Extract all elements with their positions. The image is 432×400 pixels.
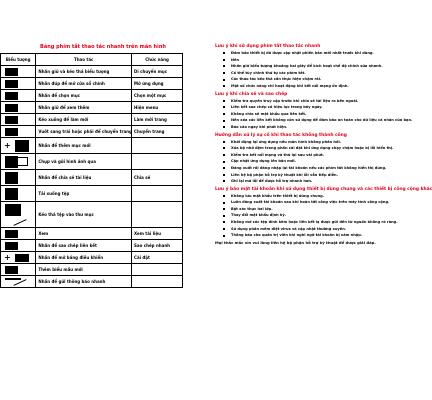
bullet-item: Nhấn giữ biểu tượng khoảng hai giây để kích hoạt chế độ chỉnh sửa nhanh.	[223, 63, 395, 70]
shortcut-table-wrapper	[0, 53, 183, 361]
table-row	[1, 264, 183, 276]
shortcut-icon	[5, 172, 18, 184]
notes-column	[215, 42, 432, 246]
table-row	[1, 126, 183, 138]
row-operation: Kéo xuống để làm mới	[36, 114, 132, 126]
row-icon-cell	[1, 66, 36, 78]
shortcut-icon	[5, 128, 18, 136]
bullet-item: Sử dụng phần mềm diệt virus và cập nhật thường xuyên.	[223, 226, 395, 233]
shortcut-icon	[5, 278, 21, 280]
row-operation: Nhấn để mở bảng điều khiển	[36, 252, 132, 264]
row-description	[132, 154, 183, 170]
row-description: Cài đặt	[132, 252, 183, 264]
bullet-item: Các thao tác kéo thả cần thực hiện chậm rãi.	[223, 76, 395, 83]
table-row	[1, 154, 183, 170]
bullet-list	[215, 193, 398, 239]
table-row	[1, 102, 183, 114]
section-heading: Lưu ý khi sử dụng phím tắt thao tác nhanh	[215, 44, 321, 49]
row-operation: Nhấn giữ để xem thêm	[36, 102, 132, 114]
row-icon-cell	[1, 138, 36, 154]
row-operation: Nhấn giữ và kéo thả biểu tượng	[36, 66, 132, 78]
table-title: Bảng phím tắt thao tác nhanh trên màn hình	[40, 44, 166, 50]
row-operation: Xem	[36, 228, 132, 240]
row-operation: Tải xuống tệp	[36, 186, 132, 202]
row-icon-cell	[1, 90, 36, 102]
row-icon-cell	[1, 102, 36, 114]
header-operation: Thao tác	[36, 54, 132, 66]
row-description: Chọn một mục	[132, 90, 183, 102]
row-icon-cell	[1, 228, 36, 240]
bullet-item: Thay đổi mật khẩu định kỳ.	[223, 212, 395, 219]
plus-icon: +	[4, 253, 11, 262]
bullet-item: Kiểm tra quyền truy cập trước khi chia sẻ tài liệu ra bên ngoài.	[223, 98, 395, 105]
shortcut-icon	[5, 80, 18, 88]
row-icon-cell	[1, 240, 36, 252]
bullet-item: Kiểm tra kết nối mạng và thử lại sau vài phút.	[223, 152, 395, 159]
bullet-item: Ghi lại mã lỗi để được hỗ trợ nhanh hơn.	[223, 178, 395, 185]
row-description: Mở ứng dụng	[132, 78, 183, 90]
shortcut-icon	[15, 254, 29, 262]
header-description: Chức năng	[132, 54, 183, 66]
arrow-icon	[13, 219, 26, 226]
bullet-list	[215, 50, 395, 90]
bullet-item: Liên hệ bộ phận hỗ trợ kỹ thuật khi lỗi vẫn tiếp diễn.	[223, 172, 395, 179]
row-operation: Nhấn để chọn mục	[36, 90, 132, 102]
row-description	[132, 202, 183, 228]
row-operation: Nhấn để chia sẻ tài liệu	[36, 170, 132, 186]
table-row	[1, 276, 183, 288]
table-row	[1, 138, 183, 154]
shortcut-table	[0, 53, 183, 288]
row-icon-cell	[1, 154, 36, 170]
window-icon	[17, 157, 28, 166]
bullet-item: Nên xóa các liên kết không còn sử dụng để đảm bảo an toàn cho dữ liệu cá nhân của bạn.	[223, 117, 395, 124]
section-heading: Lưu ý khi chia sẻ và sao chép	[215, 91, 288, 97]
row-icon-cell	[1, 186, 36, 202]
row-icon-cell	[1, 78, 36, 90]
table-header-row	[1, 54, 183, 66]
bullet-item: Một số chức năng chỉ hoạt động khi kết nối mạng ổn định.	[223, 83, 395, 90]
table-row	[1, 90, 183, 102]
bullet-item: Không mở các tệp đính kèm hoặc liên kết lạ được gửi đến từ nguồn không rõ ràng.	[223, 219, 395, 226]
table-row	[1, 240, 183, 252]
row-operation: Kéo thả tệp vào thư mục	[36, 202, 132, 228]
bullet-item: Bật xác thực hai lớp.	[223, 206, 395, 213]
notes-footer: Mọi thắc mắc xin vui lòng liên hệ bộ phận hỗ trợ kỹ thuật để được giải đáp.	[215, 239, 376, 245]
shortcut-icon	[5, 68, 18, 76]
bullet-item: Luôn đăng xuất tài khoản sau khi hoàn tất công việc trên máy tính công cộng.	[223, 199, 395, 206]
table-row	[1, 252, 183, 264]
bullet-item: Không chia sẻ mật khẩu qua liên kết.	[223, 111, 395, 118]
row-description	[132, 186, 183, 202]
table-row	[1, 202, 183, 228]
row-description: Chuyển trang	[132, 126, 183, 138]
row-operation: Nhấn để thêm mục mới	[36, 138, 132, 154]
bullet-item: Đăng xuất rồi đăng nhập lại tài khoản nếu các phím tắt không hiển thị đúng.	[223, 165, 395, 172]
row-icon-cell	[1, 126, 36, 138]
row-description: Di chuyển mục	[132, 66, 183, 78]
row-description	[132, 276, 183, 288]
row-operation: Nhấn để sao chép liên kết	[36, 240, 132, 252]
row-icon-cell	[1, 114, 36, 126]
row-description	[132, 138, 183, 154]
bullet-item: Thông báo cho quản trị viên khi nghi ngờ tài khoản bị xâm nhập.	[223, 232, 395, 239]
row-operation: Nhấn để gửi thông báo nhanh	[36, 276, 132, 288]
shortcut-icon	[5, 266, 18, 274]
table-row	[1, 66, 183, 78]
row-description: Chia sẻ	[132, 170, 183, 186]
row-operation: Chụp và gửi hình ảnh qua	[36, 154, 132, 170]
table-row	[1, 114, 183, 126]
shortcut-icon	[5, 188, 18, 200]
plus-icon: +	[4, 141, 11, 150]
shortcut-icon	[5, 156, 18, 168]
bullet-item: Có thể tùy chỉnh thứ tự các phím tắt.	[223, 70, 395, 77]
section-heading: Lưu ý bảo mật tài khoản khi sử dụng thiết bị dùng chung và các thiết bị công cộng khác	[215, 186, 432, 192]
row-icon-cell	[1, 170, 36, 186]
bullet-list	[215, 139, 395, 185]
table-row	[1, 228, 183, 240]
shortcut-icon	[5, 104, 18, 112]
bullet-item: Liên kết sao chép có hiệu lực trong bảy ngày.	[223, 104, 395, 111]
bullet-item: Đảm bảo thiết bị đã được cập nhật phiên bản mới nhất trước khi dùng.	[223, 50, 395, 57]
header-icon: Biểu tượng	[1, 54, 36, 66]
row-description: Hiện menu	[132, 102, 183, 114]
table-row	[1, 78, 183, 90]
row-icon-cell	[1, 202, 36, 228]
row-icon-cell	[1, 276, 36, 288]
shortcut-icon	[15, 140, 29, 152]
bullet-list	[215, 98, 413, 131]
row-icon-cell	[1, 252, 36, 264]
shortcut-icon	[5, 204, 21, 216]
shortcut-icon	[5, 92, 18, 100]
bullet-item: Không lưu mật khẩu trên thiết bị dùng chung.	[223, 193, 395, 200]
row-operation: Thêm biểu mẫu mới	[36, 264, 132, 276]
table-row	[1, 186, 183, 202]
shortcut-icon	[5, 116, 18, 124]
row-description: Xem tài liệu	[132, 228, 183, 240]
arrow-icon	[13, 279, 26, 286]
row-operation: Vuốt sang trái hoặc phải để chuyển trang	[36, 126, 132, 138]
bullet-item: Cập nhật ứng dụng lên bản mới.	[223, 158, 395, 165]
section-heading: Hướng dẫn xử lý sự cố khi thao tác không thành công	[215, 132, 347, 138]
bullet-item: Khởi động lại ứng dụng nếu màn hình không phản hồi.	[223, 139, 395, 146]
shortcut-icon	[5, 242, 18, 250]
row-description	[132, 264, 183, 276]
shortcut-icon	[5, 230, 18, 238]
row-description: Làm mới trang	[132, 114, 183, 126]
row-description: Sao chép nhanh	[132, 240, 183, 252]
row-icon-cell	[1, 264, 36, 276]
table-row	[1, 170, 183, 186]
bullet-item: Báo cáo ngay khi phát hiện.	[223, 124, 395, 131]
bullet-item: Nên	[223, 57, 395, 64]
bullet-item: Xóa bộ nhớ đệm trong phần cài đặt khi ứng dụng chạy chậm hoặc bị lỗi hiển thị.	[223, 145, 395, 152]
row-operation: Nhấn đúp để mở cửa sổ chính	[36, 78, 132, 90]
